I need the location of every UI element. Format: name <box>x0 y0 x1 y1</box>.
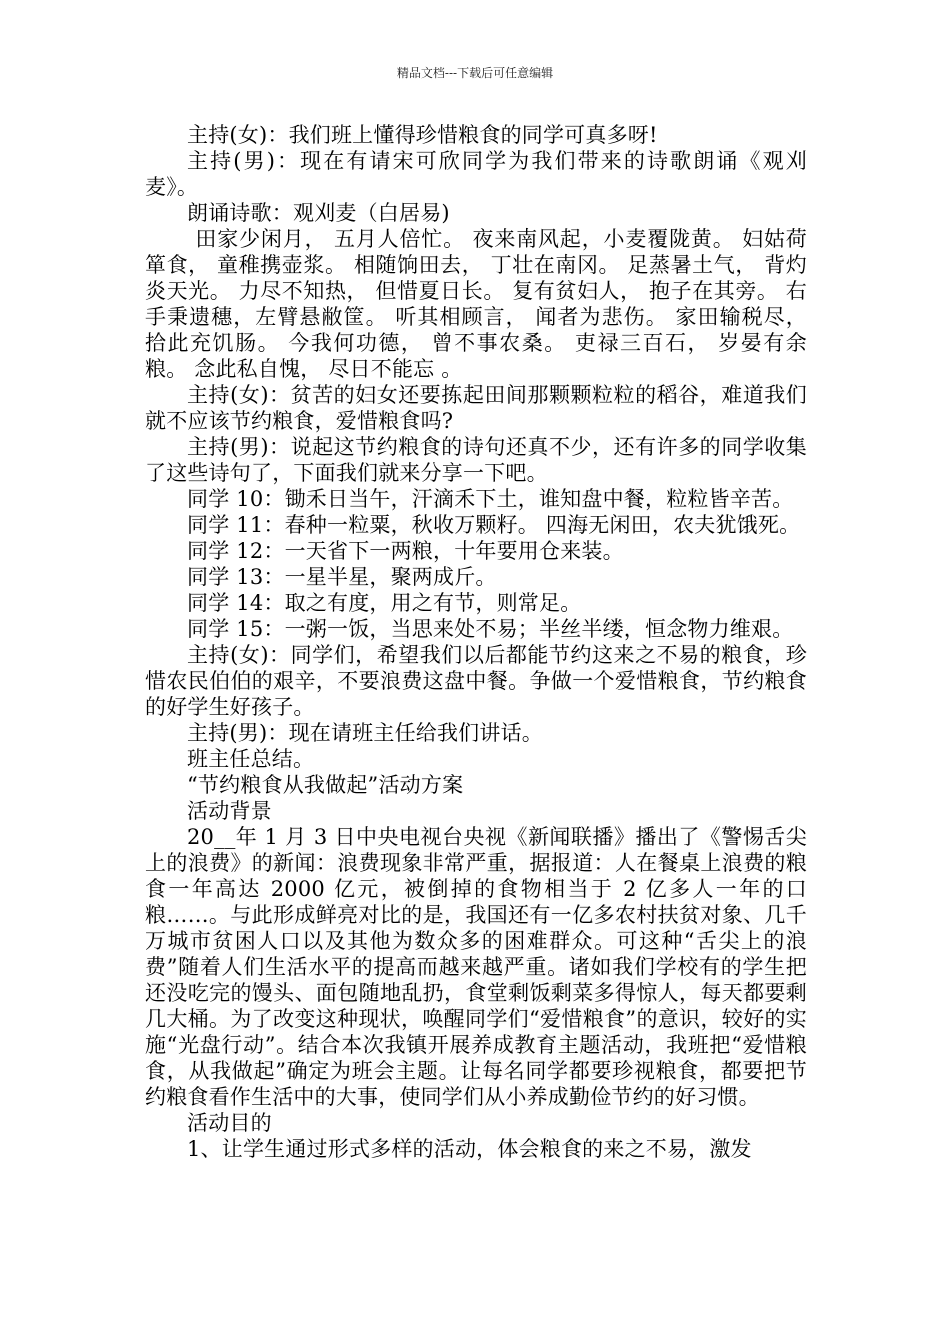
paragraph-student-12: 同学 12：一天省下一两粮，十年要用仓来装。 <box>187 539 624 563</box>
paragraph-host-female-1: 主持(女)：我们班上懂得珍惜粮食的同学可真多呀! <box>187 123 658 147</box>
paragraph-teacher-summary: 班主任总结。 <box>187 747 315 771</box>
section-title-activity-plan: “节约粮食从我做起”活动方案 <box>187 773 464 797</box>
paragraph-purpose-item-1: 1、让学生通过形式多样的活动，体会粮食的来之不易，激发 <box>187 1137 752 1161</box>
paragraph-student-11: 同学 11：春种一粒粟，秋收万颗籽。 四海无闲田，农夫犹饿死。 <box>187 513 801 537</box>
paragraph-student-14: 同学 14：取之有度，用之有节，则常足。 <box>187 591 582 615</box>
section-heading-background: 活动背景 <box>187 799 272 823</box>
section-heading-purpose: 活动目的 <box>187 1111 272 1135</box>
paragraph-poem-title: 朗诵诗歌：观刈麦（白居易) <box>187 201 450 225</box>
paragraph-student-15: 同学 15：一粥一饭，当思来处不易；半丝半缕，恒念物力维艰。 <box>187 617 794 641</box>
paragraph-student-10: 同学 10：锄禾日当午，汗滴禾下土，谁知盘中餐，粒粒皆辛苦。 <box>187 487 794 511</box>
paragraph-host-male-2: 主持(男)：说起这节约粮食的诗句还真不少，还有许多的同学收集了这些诗句了，下面我们就来分享一下吧。 <box>145 435 807 485</box>
paragraph-background-text: 20__年 1 月 3 日中央电视台央视《新闻联播》播出了《警惕舌尖上的浪费》的新闻：浪费现象非常严重，据报道：人在餐桌上浪费的粮食一年高达 2000 亿元，被倒掉的食物相当于 2 亿多人一年的口粮……。与此形成鲜亮对比的是，我国还有一亿多农村扶贫对象、几千万城市贫困人口以及其他为数众多的困难群众。可这种“舌尖上的浪费”随着人们生活水平的提高而越来越严重。诸如我们学校有的学生把还没吃完的馒头、面包随地乱扔，食堂剩饭剩菜多得惊人，每天都要剩几大桶。为了改变这种现状，唤醒同学们“爱惜粮食”的意识，较好的实施“光盘行动”。结合本次我镇开展养成教育主题活动，我班把“爱惜粮食，从我做起”确定为班会主题。让每名同学都要珍视粮食，都要把节约粮食看作生活中的大事，使同学们从小养成勤俭节约的好习惯。 <box>145 825 807 1109</box>
paragraph-poem-text: 田家少闲月， 五月人倍忙。 夜来南风起，小麦覆陇黄。 妇姑荷箪食， 童稚携壶浆。 相随饷田去， 丁壮在南冈。 足蒸暑土气， 背灼炎天光。 力尽不知热， 但惜夏日长。 复有贫妇人， 抱子在其旁。 右手秉遗穗，左臂悬敝筐。 听其相顾言， 闻者为悲伤。 家田输税尽， 拾此充饥肠。 今我何功德， 曾不事农桑。 吏禄三百石， 岁晏有余粮。 念此私自愧， 尽日不能忘 。 <box>145 227 807 381</box>
paragraph-host-male-1: 主持(男)：现在有请宋可欣同学为我们带来的诗歌朗诵《观刈麦》。 <box>145 149 807 199</box>
paragraph-host-female-2: 主持(女)：贫苦的妇女还要拣起田间那颗颗粒粒的稻谷，难道我们就不应该节约粮食，爱惜粮食吗? <box>145 383 807 433</box>
paragraph-host-female-3: 主持(女)：同学们，希望我们以后都能节约这来之不易的粮食，珍惜农民伯伯的艰辛，不要浪费这盘中餐。争做一个爱惜粮食，节约粮食的好学生好孩子。 <box>145 643 807 719</box>
page-header: 精品文档---下载后可任意编辑 <box>396 66 554 80</box>
paragraph-student-13: 同学 13：一星半星，聚两成斤。 <box>187 565 497 589</box>
paragraph-host-male-3: 主持(男)：现在请班主任给我们讲话。 <box>187 721 543 745</box>
document-body <box>145 122 807 1162</box>
